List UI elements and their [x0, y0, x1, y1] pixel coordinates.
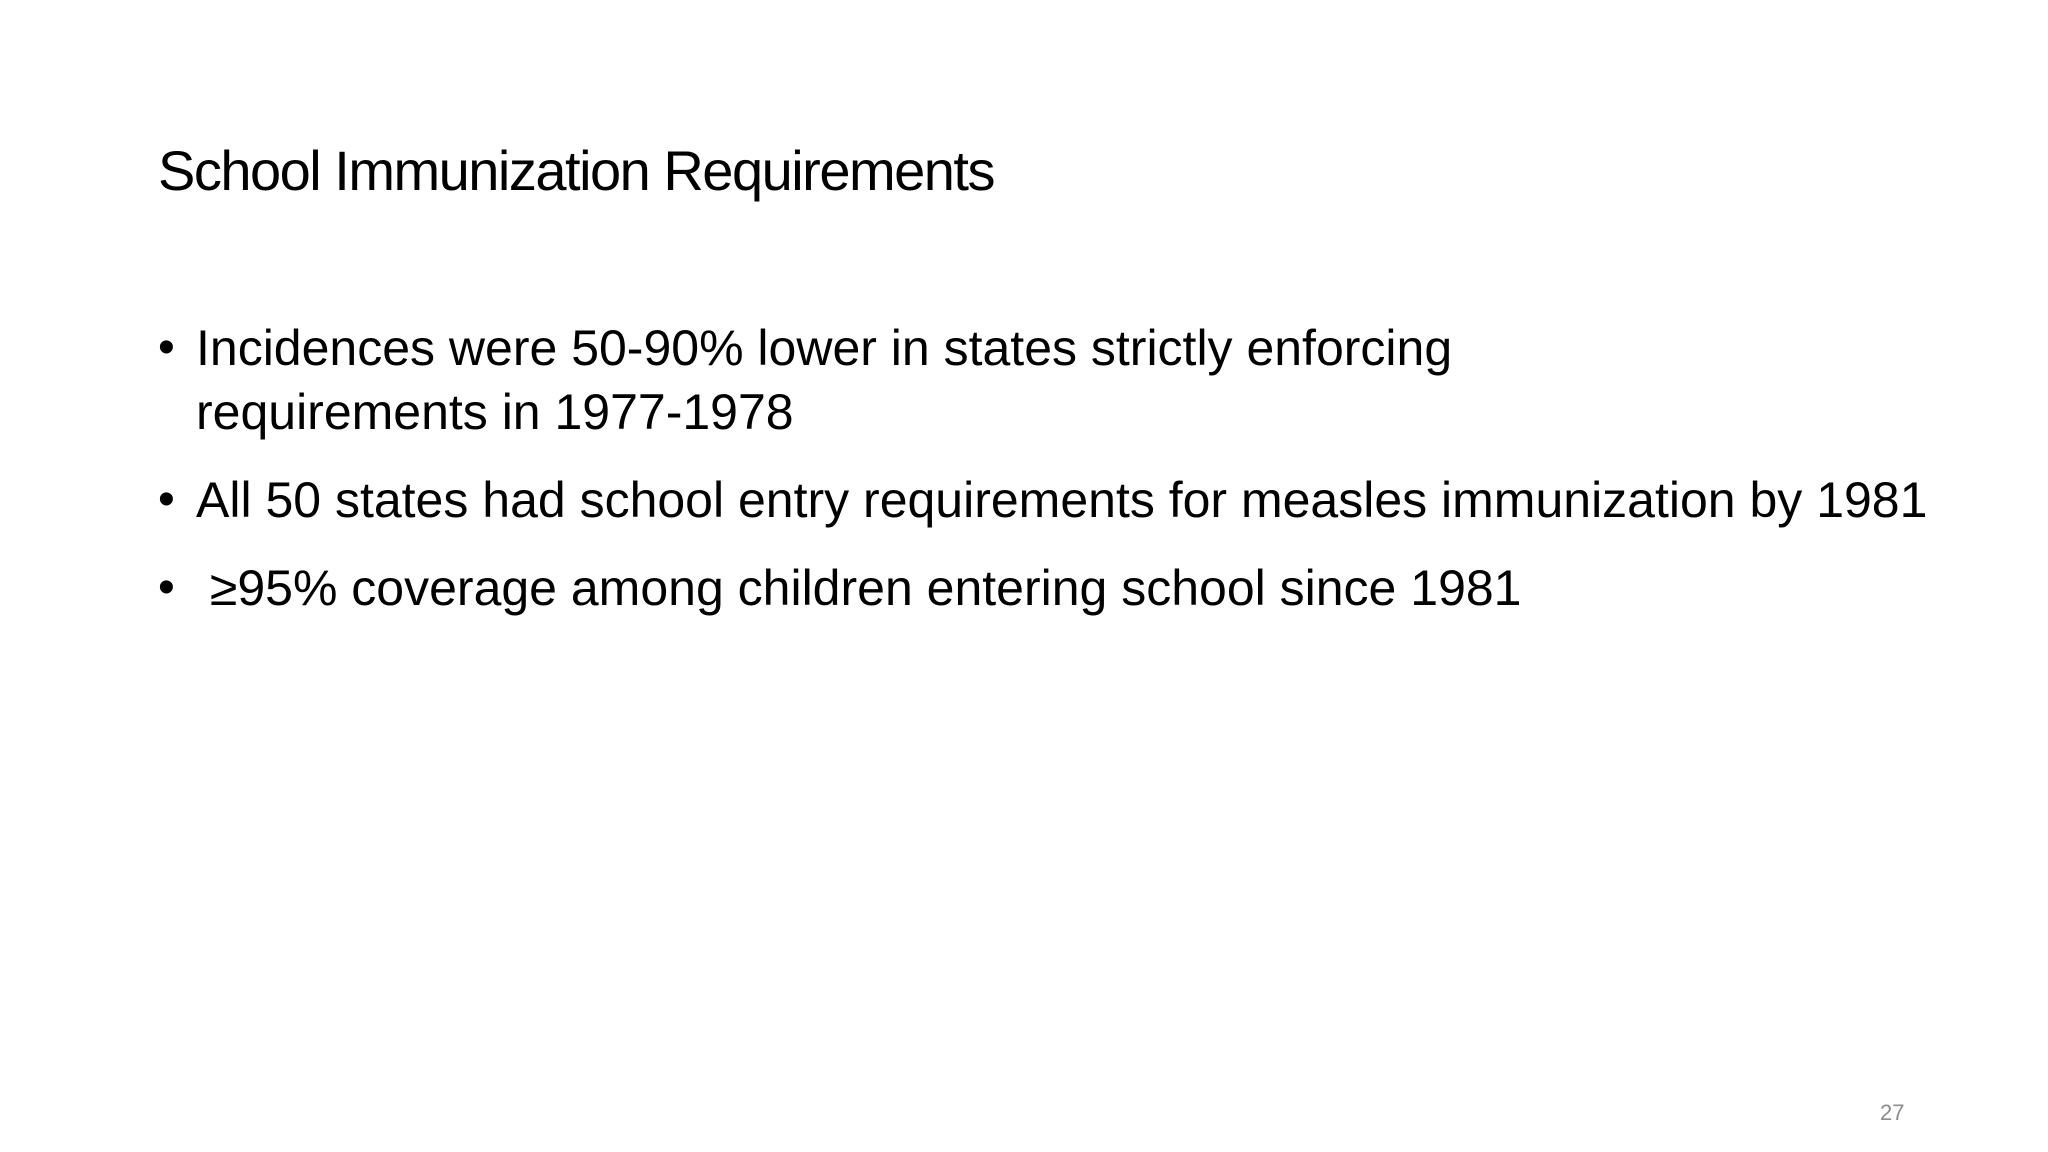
- slide-title: School Immunization Requirements: [158, 139, 994, 202]
- bullet-item: [158, 468, 1938, 532]
- bullet-text: Incidences were 50-90% lower in states strictly enforcing requirements in 1977-1978: [196, 320, 1453, 440]
- bullet-item: [158, 556, 1938, 620]
- bullet-item: [158, 316, 1938, 444]
- bullet-list: [158, 316, 1938, 644]
- bullet-text: All 50 states had school entry requirements for measles immunization by 1981: [196, 472, 1928, 528]
- bullet-marker: •: [158, 473, 175, 526]
- bullet-marker: •: [158, 561, 175, 614]
- bullet-marker: •: [158, 321, 175, 374]
- page-number: 27: [1880, 1100, 1905, 1125]
- bullet-text: ≥95% coverage among children entering school since 1981: [196, 560, 1522, 616]
